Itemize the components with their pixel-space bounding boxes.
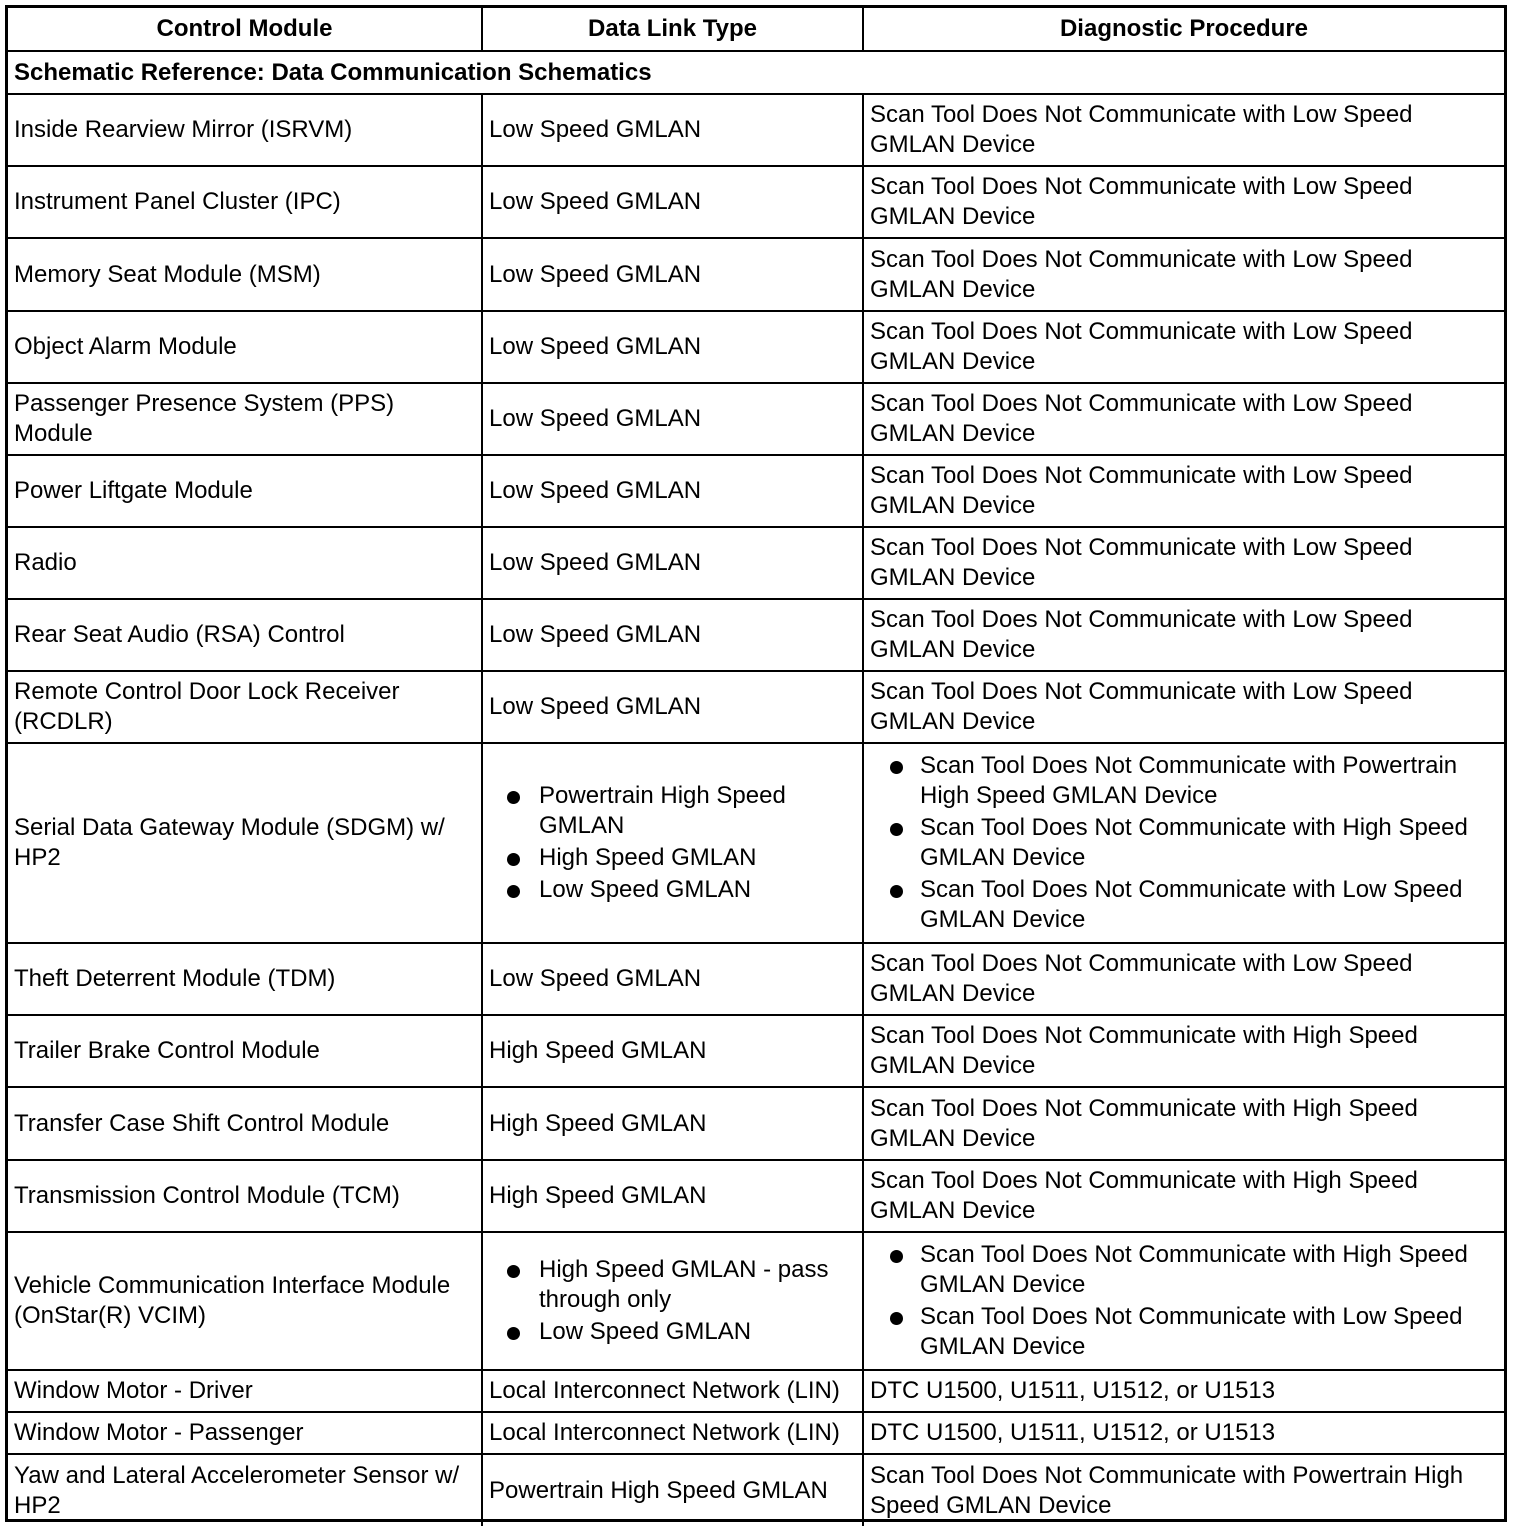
table-row	[8, 527, 1504, 599]
control-module-cell: Rear Seat Audio (RSA) Control	[8, 599, 482, 671]
table-row	[8, 1232, 1504, 1370]
diagnostic-procedure-cell: Scan Tool Does Not Communicate with Low Speed GMLAN Device	[863, 671, 1504, 743]
control-module-cell: Power Liftgate Module	[8, 455, 482, 527]
table-row	[8, 1087, 1504, 1160]
table-row	[8, 166, 1504, 238]
data-link-type-cell: High Speed GMLAN	[482, 1087, 863, 1160]
data-link-type-cell: Low Speed GMLAN	[482, 383, 863, 455]
diagnostic-procedure-cell: Scan Tool Does Not Communicate with Low Speed GMLAN Device	[863, 166, 1504, 238]
procedure-list-item: Scan Tool Does Not Communicate with High Speed GMLAN Device	[870, 813, 1498, 873]
table-row	[8, 1160, 1504, 1232]
table-row	[8, 311, 1504, 383]
procedure-list-item: Scan Tool Does Not Communicate with High Speed GMLAN Device	[870, 1240, 1498, 1300]
control-module-cell: Theft Deterrent Module (TDM)	[8, 943, 482, 1015]
header-data-link-type: Data Link Type	[482, 8, 863, 51]
control-module-cell: Transfer Case Shift Control Module	[8, 1087, 482, 1160]
control-module-cell: Inside Rearview Mirror (ISRVM)	[8, 94, 482, 166]
link-list-item: High Speed GMLAN	[489, 843, 856, 873]
control-module-cell: Vehicle Communication Interface Module (OnStar(R) VCIM)	[8, 1232, 482, 1370]
data-link-type-cell: Low Speed GMLAN	[482, 166, 863, 238]
control-module-cell: Yaw and Lateral Accelerometer Sensor w/ HP2	[8, 1454, 482, 1526]
header-row	[8, 8, 1504, 51]
table-row	[8, 1454, 1504, 1526]
diagnostic-procedure-cell: Scan Tool Does Not Communicate with Low Speed GMLAN Device	[863, 238, 1504, 311]
data-link-type-cell: Low Speed GMLAN	[482, 94, 863, 166]
data-link-type-cell: Low Speed GMLAN	[482, 455, 863, 527]
control-module-cell: Object Alarm Module	[8, 311, 482, 383]
link-list-item: Powertrain High Speed GMLAN	[489, 781, 856, 841]
table-row	[8, 599, 1504, 671]
data-link-table-frame	[5, 5, 1507, 1522]
data-link-type-cell: Low Speed GMLAN	[482, 671, 863, 743]
data-link-type-cell	[482, 1232, 863, 1370]
data-link-table	[8, 8, 1504, 1526]
data-link-type-cell: Low Speed GMLAN	[482, 311, 863, 383]
diagnostic-procedure-cell	[863, 743, 1504, 943]
diagnostic-procedure-cell: Scan Tool Does Not Communicate with Low Speed GMLAN Device	[863, 527, 1504, 599]
table-row	[8, 383, 1504, 455]
table-row	[8, 743, 1504, 943]
control-module-cell: Window Motor - Passenger	[8, 1412, 482, 1454]
procedure-list-item: Scan Tool Does Not Communicate with Low Speed GMLAN Device	[870, 1302, 1498, 1362]
table-row	[8, 671, 1504, 743]
data-link-type-cell: Low Speed GMLAN	[482, 238, 863, 311]
schematic-reference-row	[8, 51, 1504, 94]
data-link-type-cell	[482, 743, 863, 943]
control-module-cell: Serial Data Gateway Module (SDGM) w/ HP2	[8, 743, 482, 943]
schematic-reference: Schematic Reference: Data Communication Schematics	[8, 51, 1504, 94]
link-list-item: Low Speed GMLAN	[489, 875, 856, 905]
data-link-type-cell: Low Speed GMLAN	[482, 943, 863, 1015]
table-row	[8, 94, 1504, 166]
procedure-list	[870, 1240, 1498, 1362]
data-link-type-cell: High Speed GMLAN	[482, 1160, 863, 1232]
control-module-cell: Trailer Brake Control Module	[8, 1015, 482, 1087]
table-row	[8, 455, 1504, 527]
control-module-cell: Remote Control Door Lock Receiver (RCDLR)	[8, 671, 482, 743]
control-module-cell: Radio	[8, 527, 482, 599]
diagnostic-procedure-cell: Scan Tool Does Not Communicate with Low Speed GMLAN Device	[863, 943, 1504, 1015]
diagnostic-procedure-cell: Scan Tool Does Not Communicate with High Speed GMLAN Device	[863, 1087, 1504, 1160]
link-list	[489, 1255, 856, 1347]
data-link-type-cell: Local Interconnect Network (LIN)	[482, 1370, 863, 1412]
diagnostic-procedure-cell: Scan Tool Does Not Communicate with Low Speed GMLAN Device	[863, 94, 1504, 166]
data-link-type-cell: Low Speed GMLAN	[482, 527, 863, 599]
table-row	[8, 238, 1504, 311]
procedure-list-item: Scan Tool Does Not Communicate with Powertrain High Speed GMLAN Device	[870, 751, 1498, 811]
table-row	[8, 1370, 1504, 1412]
diagnostic-procedure-cell: Scan Tool Does Not Communicate with Powertrain High Speed GMLAN Device	[863, 1454, 1504, 1526]
table-row	[8, 1015, 1504, 1087]
table-row	[8, 943, 1504, 1015]
diagnostic-procedure-cell: Scan Tool Does Not Communicate with Low Speed GMLAN Device	[863, 455, 1504, 527]
diagnostic-procedure-cell: Scan Tool Does Not Communicate with Low Speed GMLAN Device	[863, 311, 1504, 383]
link-list	[489, 781, 856, 905]
data-link-type-cell: Low Speed GMLAN	[482, 599, 863, 671]
procedure-list-item: Scan Tool Does Not Communicate with Low Speed GMLAN Device	[870, 875, 1498, 935]
header-control-module: Control Module	[8, 8, 482, 51]
data-link-type-cell: High Speed GMLAN	[482, 1015, 863, 1087]
diagnostic-procedure-cell: Scan Tool Does Not Communicate with High Speed GMLAN Device	[863, 1160, 1504, 1232]
diagnostic-procedure-cell: Scan Tool Does Not Communicate with Low Speed GMLAN Device	[863, 599, 1504, 671]
diagnostic-procedure-cell	[863, 1232, 1504, 1370]
procedure-list	[870, 751, 1498, 935]
link-list-item: Low Speed GMLAN	[489, 1317, 856, 1347]
control-module-cell: Window Motor - Driver	[8, 1370, 482, 1412]
diagnostic-procedure-cell: DTC U1500, U1511, U1512, or U1513	[863, 1370, 1504, 1412]
table-row	[8, 1412, 1504, 1454]
header-diagnostic-procedure: Diagnostic Procedure	[863, 8, 1504, 51]
control-module-cell: Memory Seat Module (MSM)	[8, 238, 482, 311]
data-link-type-cell: Powertrain High Speed GMLAN	[482, 1454, 863, 1526]
data-link-type-cell: Local Interconnect Network (LIN)	[482, 1412, 863, 1454]
link-list-item: High Speed GMLAN - pass through only	[489, 1255, 856, 1315]
control-module-cell: Transmission Control Module (TCM)	[8, 1160, 482, 1232]
diagnostic-procedure-cell: DTC U1500, U1511, U1512, or U1513	[863, 1412, 1504, 1454]
diagnostic-procedure-cell: Scan Tool Does Not Communicate with High Speed GMLAN Device	[863, 1015, 1504, 1087]
control-module-cell: Passenger Presence System (PPS) Module	[8, 383, 482, 455]
diagnostic-procedure-cell: Scan Tool Does Not Communicate with Low Speed GMLAN Device	[863, 383, 1504, 455]
control-module-cell: Instrument Panel Cluster (IPC)	[8, 166, 482, 238]
